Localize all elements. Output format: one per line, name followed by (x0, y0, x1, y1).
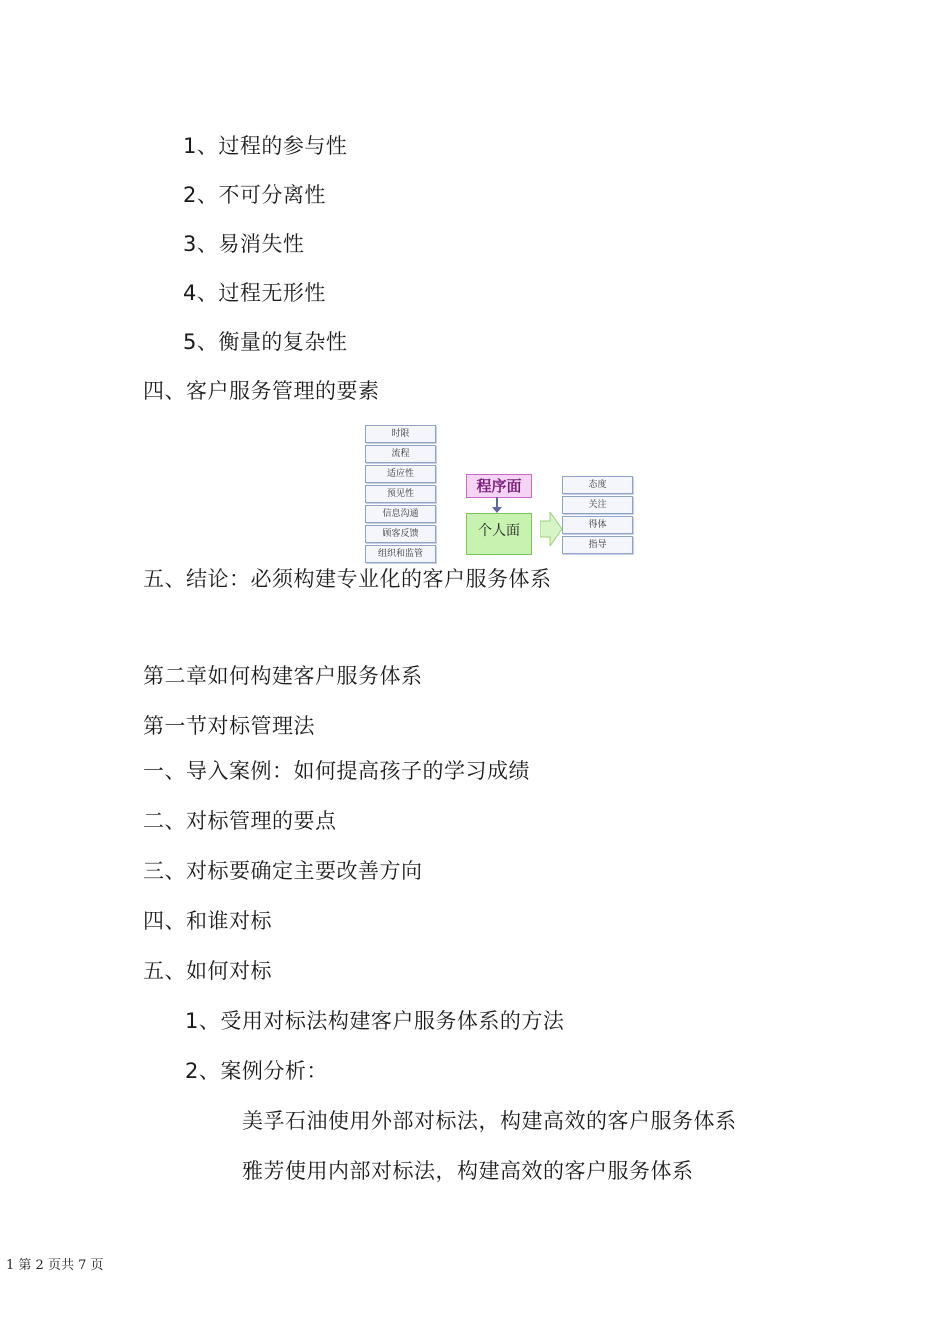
service-elements-diagram (362, 423, 640, 565)
list-item: 2、不可分离性 (183, 183, 326, 207)
chapter-title: 第二章如何构建客户服务体系 (143, 664, 423, 688)
page-footer: 1 第 2 页共 7 页 (6, 1258, 104, 1273)
section-heading: 四、客户服务管理的要素 (143, 379, 380, 403)
case-item: 雅芳使用内部对标法，构建高效的客户服务体系 (242, 1159, 694, 1183)
diagram-left-item: 预见性 (365, 485, 436, 503)
list-item: 5、衡量的复杂性 (183, 330, 348, 354)
list-item: 4、过程无形性 (183, 281, 326, 305)
diagram-center-personal-label: 个人面 (478, 523, 520, 539)
diagram-left-item: 适应性 (365, 465, 436, 483)
diagram-center-procedure: 程序面 (466, 474, 532, 498)
arrow-right-icon (540, 512, 562, 546)
list-item: 1、受用对标法构建客户服务体系的方法 (185, 1009, 565, 1033)
section-heading: 三、对标要确定主要改善方向 (143, 859, 423, 883)
diagram-left-item: 信息沟通 (365, 505, 436, 523)
diagram-left-item: 时限 (365, 425, 436, 443)
section-heading: 一、导入案例：如何提高孩子的学习成绩 (143, 759, 530, 783)
section-heading: 四、和谁对标 (143, 909, 272, 933)
list-item: 2、案例分析： (185, 1059, 328, 1083)
list-item: 3、易消失性 (183, 232, 305, 256)
diagram-right-item: 态度 (562, 476, 633, 494)
diagram-left-item: 组织和监管 (365, 545, 436, 563)
diagram-center-personal (466, 513, 532, 555)
diagram-left-item: 顾客反馈 (365, 525, 436, 543)
section-heading: 二、对标管理的要点 (143, 809, 337, 833)
diagram-right-item: 得体 (562, 516, 633, 534)
section-heading: 五、如何对标 (143, 959, 272, 983)
case-item: 美孚石油使用外部对标法，构建高效的客户服务体系 (242, 1109, 737, 1133)
section-title: 第一节对标管理法 (143, 714, 315, 738)
diagram-left-item: 流程 (365, 445, 436, 463)
section-heading: 五、结论：必须构建专业化的客户服务体系 (143, 567, 552, 591)
list-item: 1、过程的参与性 (183, 134, 348, 158)
diagram-right-item: 关注 (562, 496, 633, 514)
diagram-right-item: 指导 (562, 536, 633, 554)
